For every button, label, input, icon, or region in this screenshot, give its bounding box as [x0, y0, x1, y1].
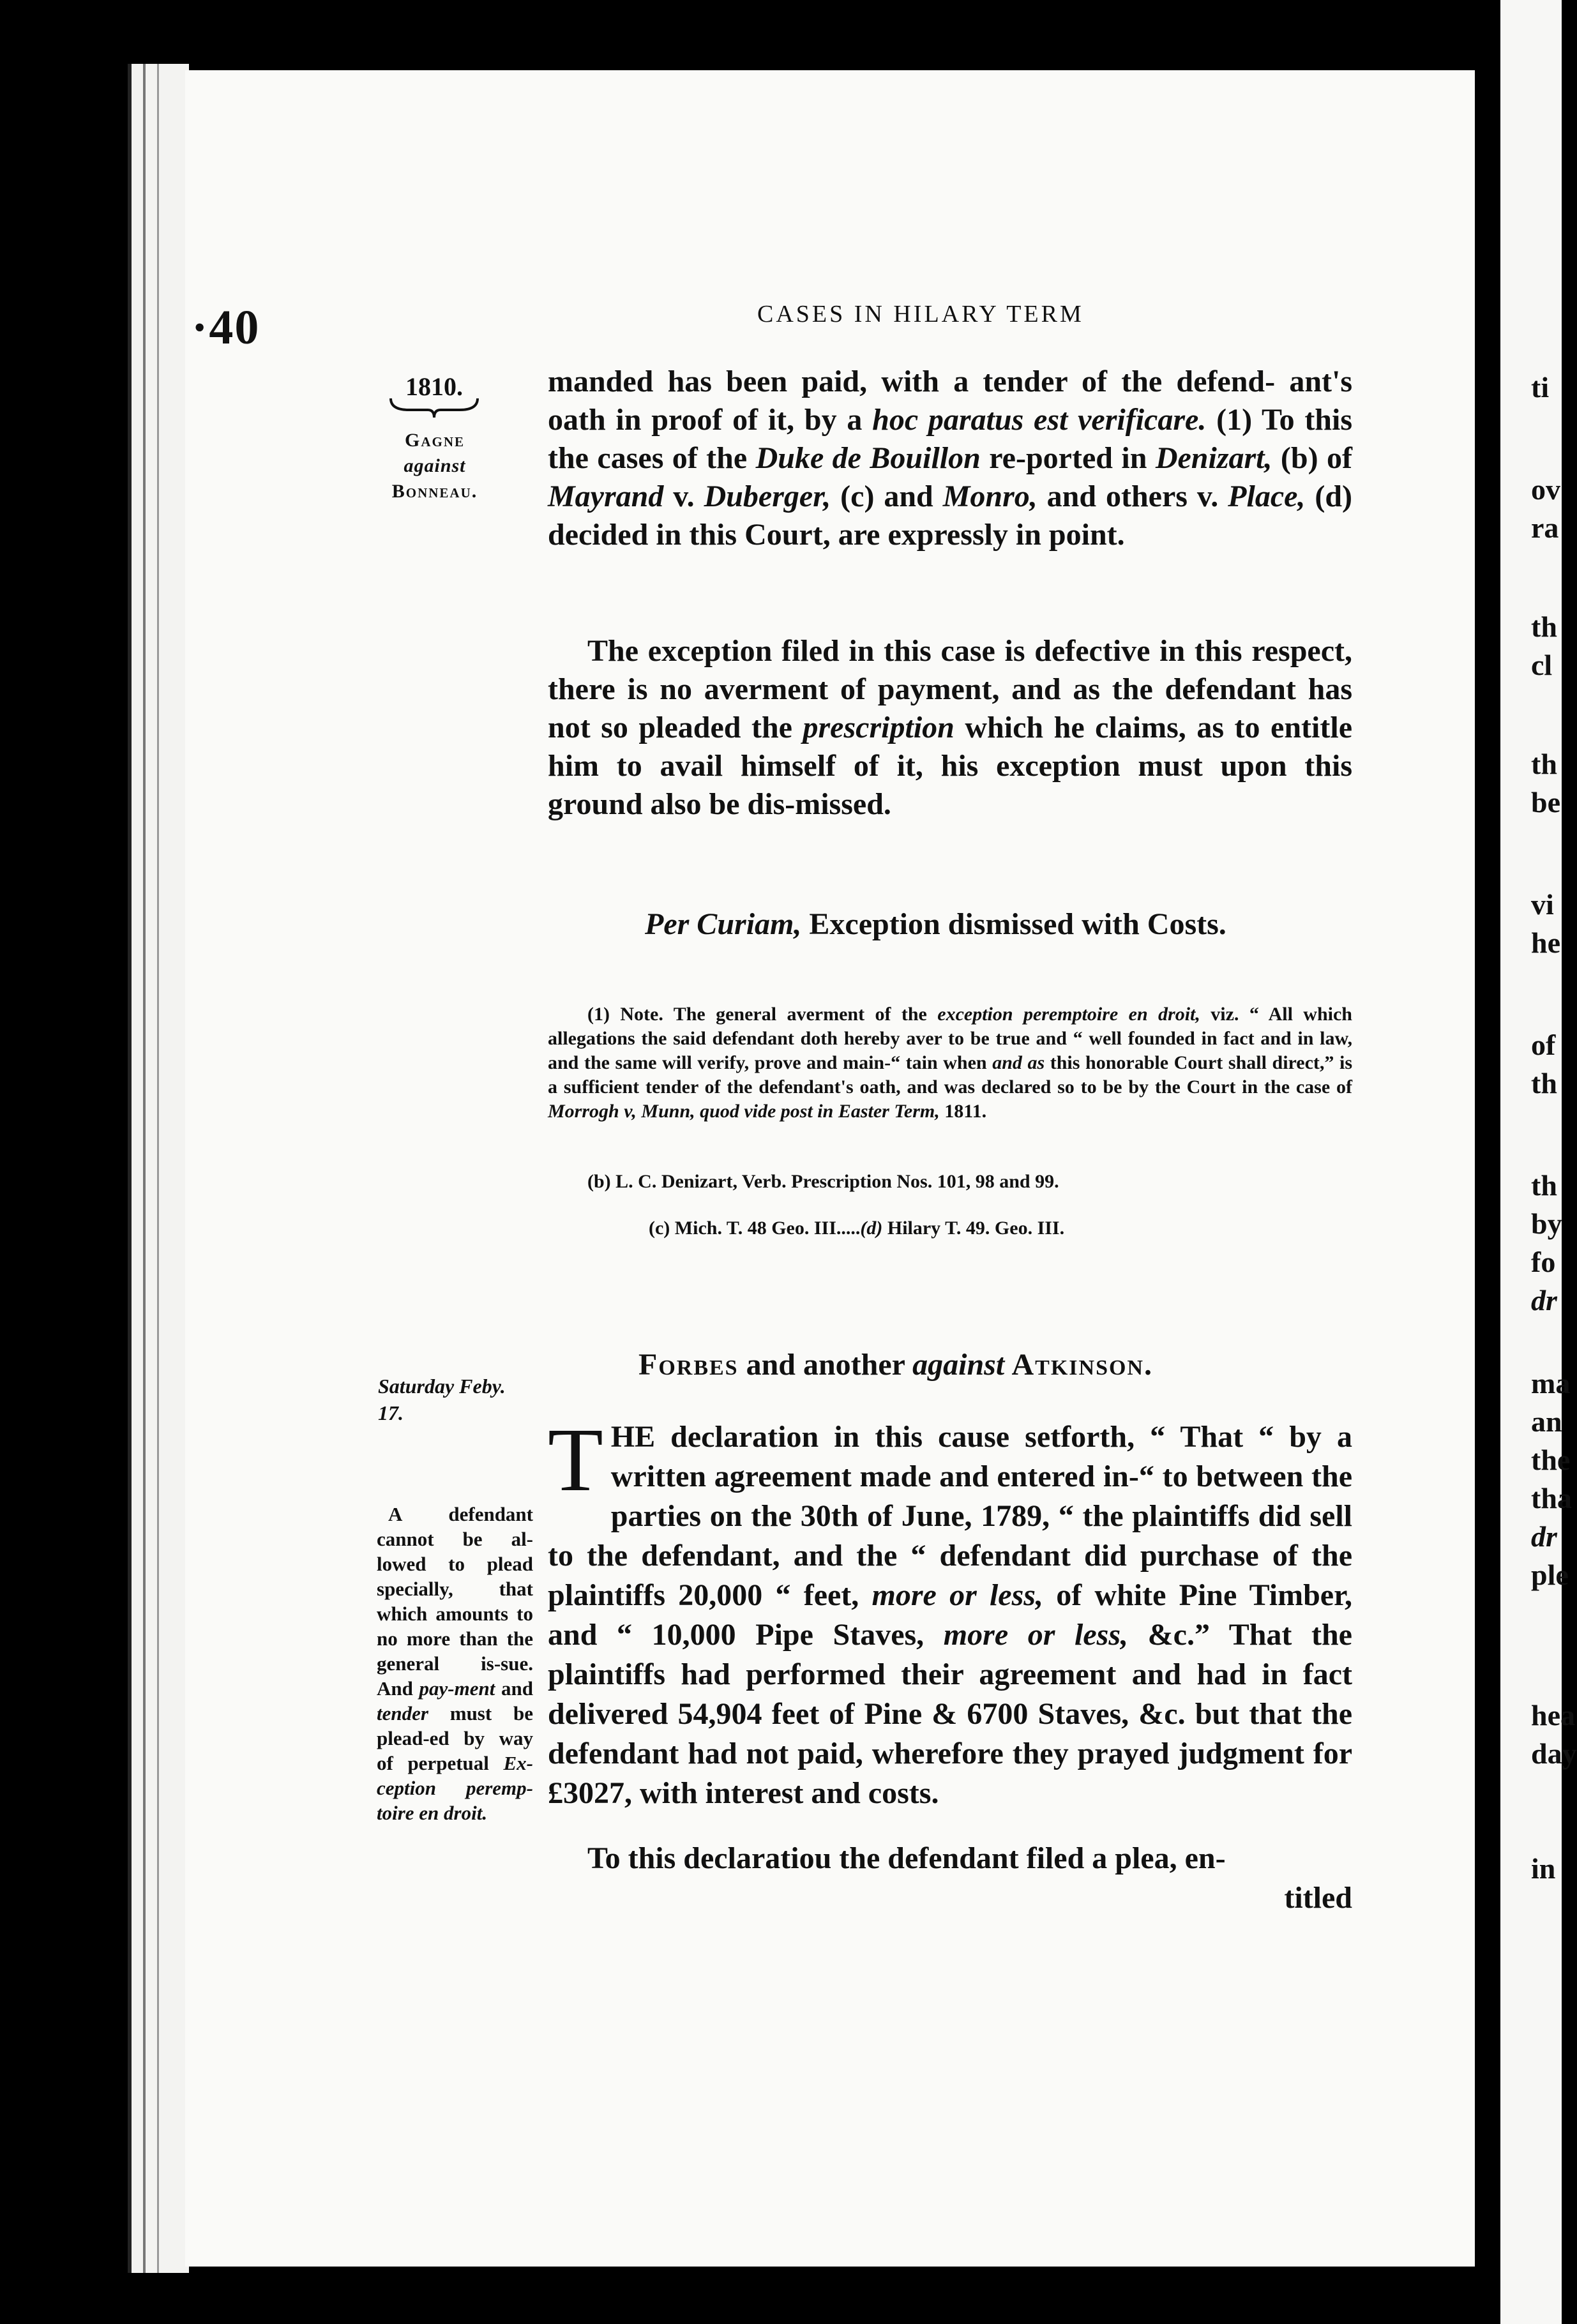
per-curiam-text: Exception dismissed with Costs.	[801, 907, 1226, 941]
text-run-italic: more or less,	[943, 1618, 1129, 1652]
text-run-italic: (d)	[860, 1218, 883, 1239]
date-line: 17.	[378, 1401, 404, 1424]
text-run: Hilary T. 49. Geo. III.	[882, 1218, 1065, 1239]
text-run-italic: Duke de Bouillon	[755, 441, 981, 475]
book-page-edges	[128, 64, 189, 2273]
facing-text: by	[1531, 1207, 1562, 1240]
margin-case-name	[381, 428, 489, 504]
facing-text: ov	[1531, 473, 1560, 506]
facing-text: he	[1531, 926, 1560, 959]
text-run-italic: Monro,	[942, 479, 1038, 513]
facing-text: be	[1531, 786, 1560, 819]
text-run-italic: prescription	[803, 711, 954, 744]
text-run: ant's oath in proof of it, by a	[548, 365, 1353, 437]
text-run: viz. “ All which allegations the said defendant doth hereby aver to be true and “ well founded in fact and in law, and the same will verify, prove and main-“ tain when	[548, 1004, 1352, 1073]
text-run-italic: hoc paratus est verificare.	[872, 403, 1207, 437]
catchword: titled	[1284, 1881, 1352, 1915]
text-run-italic: and as	[992, 1052, 1045, 1073]
margin-date	[378, 1373, 506, 1426]
defendant-name: Atkinson.	[1004, 1348, 1153, 1382]
text-run: (1) To this the cases of the	[548, 403, 1353, 475]
per-curiam-label: Per Curiam,	[645, 907, 802, 941]
text-run: and	[495, 1677, 534, 1700]
footnote-1	[548, 1002, 1352, 1124]
text-run: (b) of	[1272, 441, 1352, 475]
facing-text: th	[1531, 1067, 1557, 1099]
text-run: The exception filed in this case is defective in this respect, there is no averment of payment, and as the defendant has not so pleaded the	[548, 634, 1352, 744]
plaintiff-name: Forbes	[638, 1348, 739, 1382]
paragraph-continuation	[548, 363, 1352, 554]
facing-page-fragment	[1500, 0, 1577, 2324]
text-run-italic: Ex-ception peremp-toire en droit.	[377, 1752, 533, 1824]
text-run-italic: tender	[377, 1702, 428, 1724]
facing-text: tha	[1531, 1482, 1572, 1514]
headnote	[377, 1502, 533, 1825]
margin-case-plaintiff: Gagne	[404, 430, 465, 451]
facing-text: in	[1531, 1852, 1556, 1885]
text-run: HE declaration in this cause setforth, “ That “ by a written agreement made and entered in-“ to between the parties on the 30th of June, 1789, “ the plaintiffs did sell to the defendant, and the “ defendant did purchase of the plaintiffs 20,000 “ feet,	[548, 1420, 1352, 1612]
margin-brace	[383, 395, 485, 420]
text-run: (c) Mich. T. 48 Geo. III.....	[649, 1218, 861, 1239]
facing-text: ple	[1531, 1558, 1569, 1591]
text-run-italic: Place,	[1228, 479, 1306, 513]
book-gutter	[1475, 0, 1500, 2324]
facing-text: the	[1531, 1444, 1571, 1476]
text-run: re-ported in	[980, 441, 1156, 475]
facing-text: th	[1531, 1169, 1557, 1202]
facing-text: day	[1531, 1737, 1577, 1770]
text-run: (c) and	[831, 479, 943, 513]
footnote-c-d	[649, 1216, 1351, 1241]
facing-text: dr	[1531, 1520, 1557, 1553]
margin-year: 1810.	[405, 372, 463, 401]
facing-text: ra	[1531, 511, 1559, 544]
facing-text: dr	[1531, 1284, 1557, 1317]
facing-text: th	[1531, 610, 1557, 643]
footnote-b: (b) L. C. Denizart, Verb. Prescription Nos. 101, 98 and 99.	[587, 1171, 1059, 1192]
text-run: which he claims, as to entitle him to avail himself of it, his exception must upon this ground also be dis-missed.	[548, 711, 1352, 821]
facing-text: of	[1531, 1029, 1556, 1061]
text-run-italic: Mayrand	[548, 479, 664, 513]
text-run: (d) decided in this Court, are expressly in point.	[548, 479, 1353, 552]
text-run: (1) Note. The general averment of the	[587, 1004, 938, 1025]
text-run: manded has been paid, with a tender of the defend-	[548, 365, 1276, 398]
facing-text: th	[1531, 748, 1557, 780]
text-run: of white Pine Timber, and “ 10,000 Pipe Staves,	[548, 1578, 1352, 1652]
text-run: 1811.	[939, 1101, 987, 1122]
text-run: and others v.	[1037, 479, 1228, 513]
text-run: and another	[738, 1348, 913, 1382]
declaration-paragraph	[548, 1409, 1352, 1813]
plea-paragraph	[548, 1839, 1352, 1918]
per-curiam-ruling	[645, 907, 1226, 942]
text-run-italic: against	[912, 1348, 1005, 1382]
text-run: v.	[663, 479, 704, 513]
facing-text: ma	[1531, 1367, 1571, 1400]
facing-text: vi	[1531, 888, 1554, 921]
text-run: A defendant cannot be al-lowed to plead specially, that which amounts to no more than the general is-sue. And	[377, 1503, 533, 1700]
margin-case-against: against	[404, 455, 466, 476]
margin-case-defendant: Bonneau.	[391, 481, 478, 502]
text-run-italic: exception peremptoire en droit,	[937, 1004, 1200, 1025]
facing-text: ti	[1531, 371, 1550, 404]
running-head: CASES IN HILARY TERM	[757, 301, 1084, 328]
facing-text: an	[1531, 1405, 1562, 1438]
text-run-italic: Denizart,	[1155, 441, 1272, 475]
facing-text: fo	[1531, 1246, 1556, 1278]
text-run-italic: Duberger,	[704, 479, 831, 513]
text-run: &c.” That the plaintiffs had performed their agreement and had in fact delivered 54,904 feet of Pine & 6700 Staves, &c. but that the defendant had not paid, wherefore they prayed judgment for £3027, with interest and costs.	[548, 1618, 1352, 1810]
facing-text: cl	[1531, 649, 1553, 681]
drop-cap: T	[548, 1409, 603, 1510]
text-run: To this declaratiou the defendant filed a plea, en-	[587, 1841, 1226, 1875]
facing-text: hea	[1531, 1699, 1575, 1732]
text-run-italic: Morrogh v, Munn, quod vide post in Easter Term,	[548, 1101, 940, 1122]
paragraph-exception	[548, 632, 1352, 824]
page-number: ·40	[192, 301, 260, 354]
case-title	[638, 1347, 1153, 1382]
date-line: Saturday Feby.	[378, 1375, 506, 1398]
text-run: must be plead-ed by way of perpetual	[377, 1702, 533, 1774]
text-run: this honorable Court shall direct,” is a sufficient tender of the defendant's oath, and was declared so to be by the Court in the case of	[548, 1052, 1353, 1098]
text-run-italic: pay-ment	[419, 1677, 495, 1700]
text-run-italic: more or less,	[871, 1578, 1043, 1612]
